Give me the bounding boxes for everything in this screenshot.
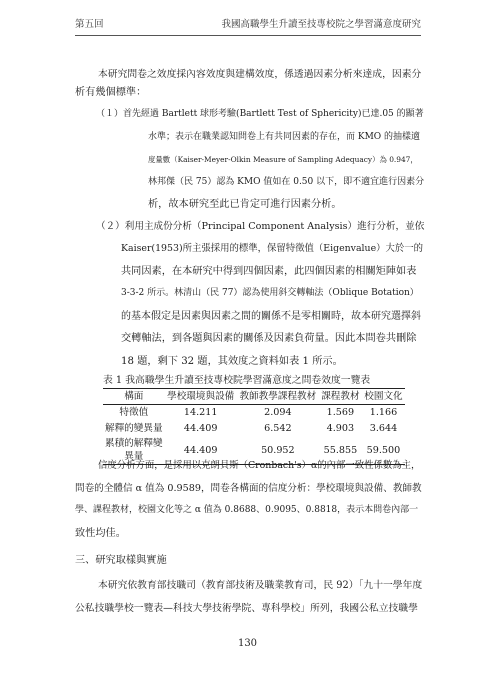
table-cell: 50.952 xyxy=(237,437,319,465)
list-item-line: 交轉軸法，到各題與因素的關係及因素負荷量。因此本問卷共刪除 xyxy=(121,333,417,344)
table-cell: 3.644 xyxy=(369,423,398,434)
table-row xyxy=(103,421,405,437)
paragraph-line: 致性均佳。 xyxy=(75,528,126,539)
list-item-line: 3-3-2 所示。林清山（民 77）認為使用斜交轉軸法（Oblique Botation） xyxy=(121,288,419,298)
list-item-line: 的基本假定是因素與因素之間的關係不是零相關時，故本研究選擇斜 xyxy=(121,311,421,322)
paragraph-line: 學、課程教材，校園文化等之 α 值為 0.8688、0.9095、0.8818，表示本問卷內部一 xyxy=(75,505,419,515)
table-cell: 2.094 xyxy=(264,407,292,419)
table-cell: 1.166 xyxy=(369,407,398,419)
section-heading: 三、研究取樣與實施 xyxy=(75,555,167,566)
list-item-line: 林邦傑（民 75）認為 KMO 值如在 0.50 以下，即不適宜進行因素分 xyxy=(148,177,425,187)
row-label-line: 異量 xyxy=(124,451,144,463)
paragraph-line: 公私技職學校一覽表—科技大學技術學院、專科學校」所列，我國公私立技職學 xyxy=(75,603,418,614)
table-cell: 6.542 xyxy=(264,423,292,434)
header-rule xyxy=(75,35,421,36)
list-item-line: Kaiser(1953)所主張採用的標準，保留特徵值（Eigenvalue）大於一的 xyxy=(121,243,424,254)
list-item-line: 共同因素，在本研究中得到四個因素，此四個因素的相關矩陣如表 xyxy=(121,266,417,277)
table-cell: 44.409 xyxy=(183,423,218,434)
page-number: 130 xyxy=(237,638,258,649)
table-cell: 55.855 xyxy=(319,437,362,465)
header-left: 第五回 xyxy=(75,19,104,30)
validity-table xyxy=(103,388,405,465)
list-item-line: （２）利用主成份分析（Principal Component Analysis）進行分析，並依 xyxy=(96,221,425,232)
table-cell: 44.409 xyxy=(165,437,237,465)
table-header-cell: 校園文化 xyxy=(362,389,405,405)
table-header-cell: 構面 xyxy=(103,389,165,405)
row-label-line: 累積的解釋變 xyxy=(105,438,163,450)
table-cell: 4.903 xyxy=(326,423,355,434)
table-cell: 1.569 xyxy=(326,407,355,419)
list-item-line: 析，故本研究至此已肯定可進行因素分析。 xyxy=(148,199,342,210)
table-cell: 14.211 xyxy=(183,407,218,419)
paragraph-line: 信度分析方面，是採用以克朗貝斯（Cronbach's）α的內部一致性係數為主， xyxy=(98,460,421,471)
row-label: 解釋的變異量 xyxy=(105,423,163,434)
table-row xyxy=(103,405,405,421)
list-item-line: 度量數（Kaiser-Meyer-Olkin Measure of Sampling Adequacy）為 0.947， xyxy=(148,155,418,164)
paragraph-line: 問卷的全體信 α 值為 0.9589，問卷各構面的信度分析：學校環境與設備、教師教 xyxy=(75,483,422,494)
table-header-cell: 教師教學課程教材 xyxy=(237,389,319,405)
row-label: 特徵值 xyxy=(119,407,149,419)
paragraph-line: 本研究依教育部技職司（教育部技術及職業教育司，民 92）「九十一學年度 xyxy=(98,580,423,591)
paragraph-line: 本研究問卷之效度採內容效度與建構效度，係透過因素分析來達成，因素分 xyxy=(98,69,422,80)
table-cell: 59.500 xyxy=(362,437,405,465)
table-header-cell: 課程教材 xyxy=(319,389,362,405)
table-header-row xyxy=(103,389,405,405)
running-header xyxy=(75,16,421,34)
list-item-line: （１）首先經過 Bartlett 球形考驗(Bartlett Test of Sphericity)已達.05 的顯著 xyxy=(96,109,424,119)
paragraph-line: 析有幾個標準： xyxy=(75,87,147,98)
header-right: 我國高職學生升讀至技專校院之學習滿意度研究 xyxy=(221,19,421,30)
list-item-line: 18 題，剩下 32 題，其效度之資料如表 1 所示。 xyxy=(121,356,343,367)
table-caption: 表 1 我高職學生升讀至技專校院學習滿意度之問卷效度一覽表 xyxy=(103,375,371,386)
list-item-line: 水準；表示在職業認知問卷上有共同因素的存在，而 KMO 的抽樣適 xyxy=(148,132,421,142)
table-header-cell: 學校環境與設備 xyxy=(165,389,237,405)
